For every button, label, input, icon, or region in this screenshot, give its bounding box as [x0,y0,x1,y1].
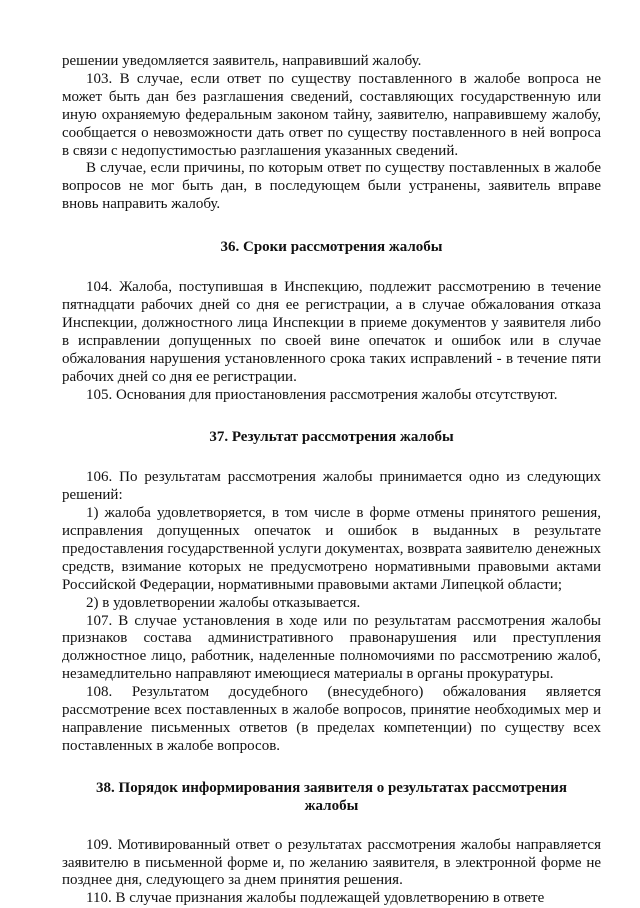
document-page [62,53,601,908]
paragraph-105: 105. Основания для приостановления рассмотрения жалобы отсутствуют. [86,386,558,403]
paragraph-103-continued: В случае, если причины, по которым ответ по существу поставленных в жалобе вопросов не мог быть дан, в последующем были устранены, заявитель вправе вновь направить жалобу. [62,160,601,213]
paragraph-107: 107. В случае установления в ходе или по результатам рассмотрения жалобы признаков состава административного правонарушения или преступления должностное лицо, работник, наделенные полномочиями по рассмотрению жалоб, незамедлительно направляют имеющиеся материалы в органы прокуратуры. [62,612,601,683]
paragraph-106-item-1: 1) жалоба удовлетворяется, в том числе в форме отмены принятого решения, исправления допущенных опечаток и ошибок в выданных в результате предоставления государственной услуги документах, возврата заявителю денежных средств, взимание которых не предусмотрено нормативными правовыми актами Российской Федерации, нормативными правовыми актами Липецкой области; [62,505,601,593]
paragraph-106: 106. По результатам рассмотрения жалобы принимается одно из следующих решений: [62,469,601,504]
paragraph-108: 108. Результатом досудебного (внесудебного) обжалования является рассмотрение всех поставленных в жалобе вопросов, принятие необходимых мер и направление письменных ответов (в пределах компетенции) по существу всех поставленных в жалобе вопросов. [62,684,601,754]
section-heading-37: 37. Результат рассмотрения жалобы [209,429,454,446]
section-heading-36: 36. Сроки рассмотрения жалобы [220,239,443,256]
section-heading-38: 38. Порядок информирования заявителя о результатах рассмотрения жалобы [96,779,567,814]
paragraph-109: 109. Мотивированный ответ о результатах рассмотрения жалобы направляется заявителю в письменной форме и, по желанию заявителя, в электронной форме не позднее дня, следующего за днем принятия решения. [62,836,601,889]
paragraph-106-item-2: 2) в удовлетворении жалобы отказывается. [86,594,361,611]
paragraph-103: 103. В случае, если ответ по существу поставленного в жалобе вопроса не может быть дан без разглашения сведений, составляющих государственную или иную охраняемую федеральным законом тайну, заявителю, направившему жалобу, сообщается о невозможности дать ответ по существу поставленного в ней вопроса в связи с недопустимостью разглашения указанных сведений. [62,70,601,159]
paragraph-continuation: решении уведомляется заявитель, направивший жалобу. [62,53,422,69]
paragraph-110: 110. В случае признания жалобы подлежащей удовлетворению в ответе [86,890,545,907]
paragraph-104: 104. Жалоба, поступившая в Инспекцию, подлежит рассмотрению в течение пятнадцати рабочих дней со дня ее регистрации, а в случае обжалования отказа Инспекции, должностного лица Инспекции в приеме документов у заявителя либо в исправлении допущенных по своей вине опечаток и ошибок или в случае обжалования нарушения установленного срока таких исправлений - в течение пяти рабочих дней со дня ее регистрации. [62,279,601,385]
